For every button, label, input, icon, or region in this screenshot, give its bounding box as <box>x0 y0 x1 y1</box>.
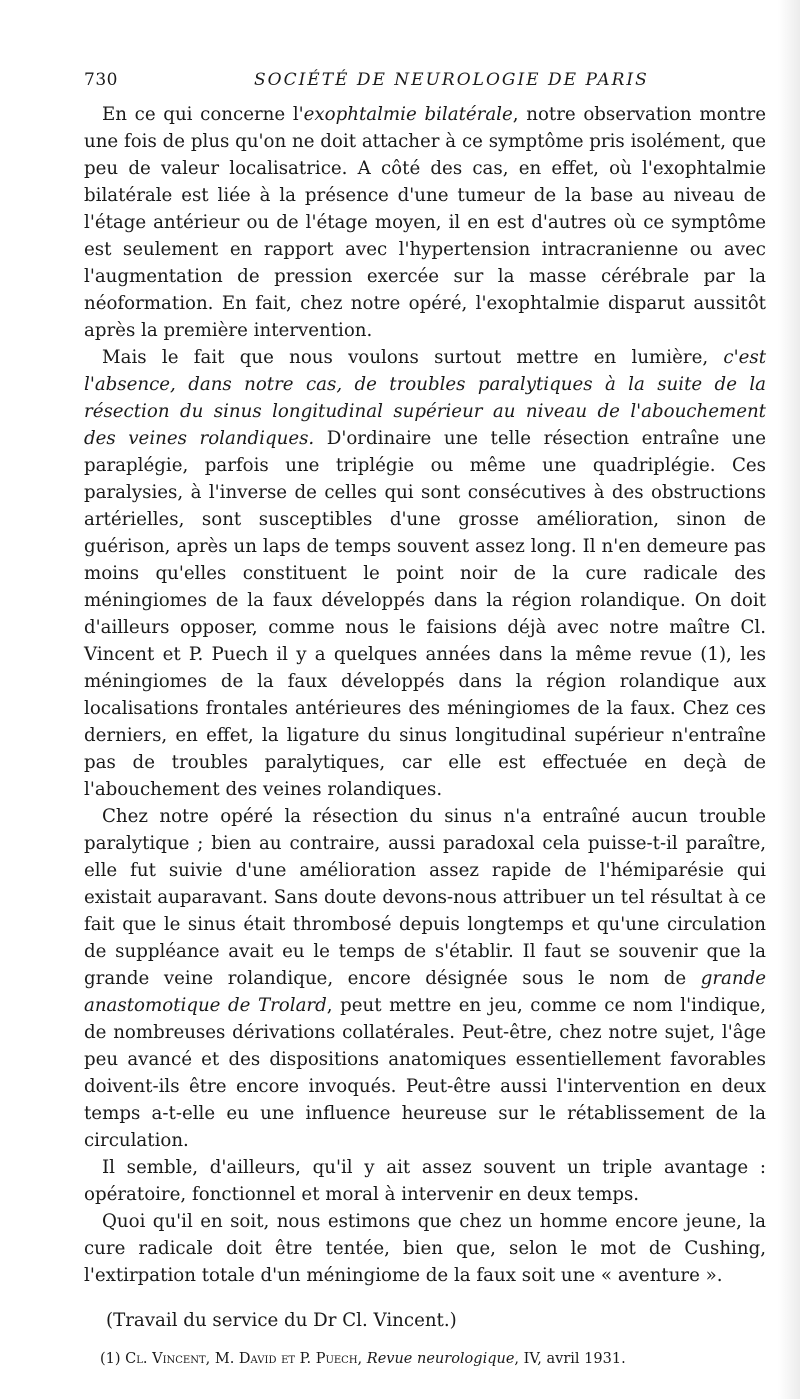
page-header <box>84 64 774 94</box>
service-credit: (Travail du service du Dr Cl. Vincent.) <box>106 1310 457 1331</box>
paragraph-avantage: Il semble, d'ailleurs, qu'il y ait assez souvent un triple avantage : opératoire, fonctionnel et moral à intervenir en deux temps. <box>84 1157 766 1205</box>
paragraph-absence-troubles: Mais le fait que nous voulons surtout mettre en lumière, c'est l'absence, dans notre cas, de troubles paralytiques à la suite de la résection du sinus longitudinal supérieur au niveau de l'abouchement des veines rolandiques. D'ordinaire une telle résection entraîne une paraplégie, parfois une triplégie ou même une quadriplégie. Ces paralysies, à l'inverse de celles qui sont consécutives à des obstructions artérielles, sont susceptibles d'une grosse amélioration, sinon de guérison, après un laps de temps souvent assez long. Il n'en demeure pas moins qu'elles constituent le point noir de la cure radicale des méningiomes de la faux développés dans la région rolandique. On doit d'ailleurs opposer, comme nous le faisions déjà avec notre maître Cl. Vincent et P. Puech il y a quelques années dans la même revue (1), les méningiomes de la faux développés dans la région rolandique aux localisations frontales antérieures des méningiomes de la faux. Chez ces derniers, en effet, la ligature du sinus longitudinal supérieur n'entraîne pas de troubles paralytiques, car elle est effectuée en deçà de l'abouchement des veines rolandiques. <box>84 347 766 800</box>
running-head: SOCIÉTÉ DE NEUROLOGIE DE PARIS <box>254 70 649 90</box>
emphasis-absence: c'est l'absence, dans notre cas, de troubles paralytiques à la suite de la résection du sinus longitudinal supérieur au niveau de l'abouchement des veines rolandiques. <box>84 347 766 449</box>
emphasis-trolard: grande anastomotique de Trolard <box>84 968 766 1016</box>
paragraph-exophtalmie: En ce qui concerne l'exophtalmie bilatérale, notre observation montre une fois de plus qu'on ne doit attacher à ce symptôme pris isolément, que peu de valeur localisatrice. A côté des cas, en effet, où l'exophtalmie bilatérale est liée à la présence d'une tumeur de la base au niveau de l'étage antérieur ou de l'étage moyen, il en est d'autres où ce symptôme est seulement en rapport avec l'hypertension intracranienne ou avec l'augmentation de pression exercée sur la masse cérébrale par la néoformation. En fait, chez notre opéré, l'exophtalmie disparut aussitôt après la première intervention. <box>84 104 766 341</box>
footnote: (1) Cl. Vincent, M. David et P. Puech, Revue neurologique, IV, avril 1931. <box>100 1351 626 1367</box>
page-edge-shadow <box>778 0 800 1399</box>
footnote-authors: Cl. Vincent, M. David et P. Puech, <box>125 1351 363 1367</box>
emphasis-exophtalmie: exophtalmie bilatérale <box>303 104 513 125</box>
paragraph-conclusion: Quoi qu'il en soit, nous estimons que chez un homme encore jeune, la cure radicale doit être tentée, bien que, selon le mot de Cushing, l'extirpation totale d'un méningiome de la faux soit une « aventure ». <box>84 1211 766 1286</box>
page-number: 730 <box>84 70 118 90</box>
article-body <box>84 101 766 1334</box>
paragraph-resection: Chez notre opéré la résection du sinus n'a entraîné aucun trouble paralytique ; bien au contraire, aussi paradoxal cela puisse-t-il paraître, elle fut suivie d'une amélioration assez rapide de l'hémiparésie qui existait auparavant. Sans doute devons-nous attribuer un tel résultat à ce fait que le sinus était thrombosé depuis longtemps et qu'une circulation de suppléance avait eu le temps de s'établir. Il faut se souvenir que la grande veine rolandique, encore désignée sous le nom de grande anastomotique de Trolard, peut mettre en jeu, comme ce nom l'indique, de nombreuses dérivations collatérales. Peut-être, chez notre sujet, l'âge peu avancé et des dispositions anatomiques essentiellement favorables doivent-ils être encore invoqués. Peut-être aussi l'intervention en deux temps a-t-elle eu une influence heureuse sur le rétablissement de la circulation. <box>84 806 766 1151</box>
footnote-journal: Revue neurologique <box>366 1351 515 1367</box>
